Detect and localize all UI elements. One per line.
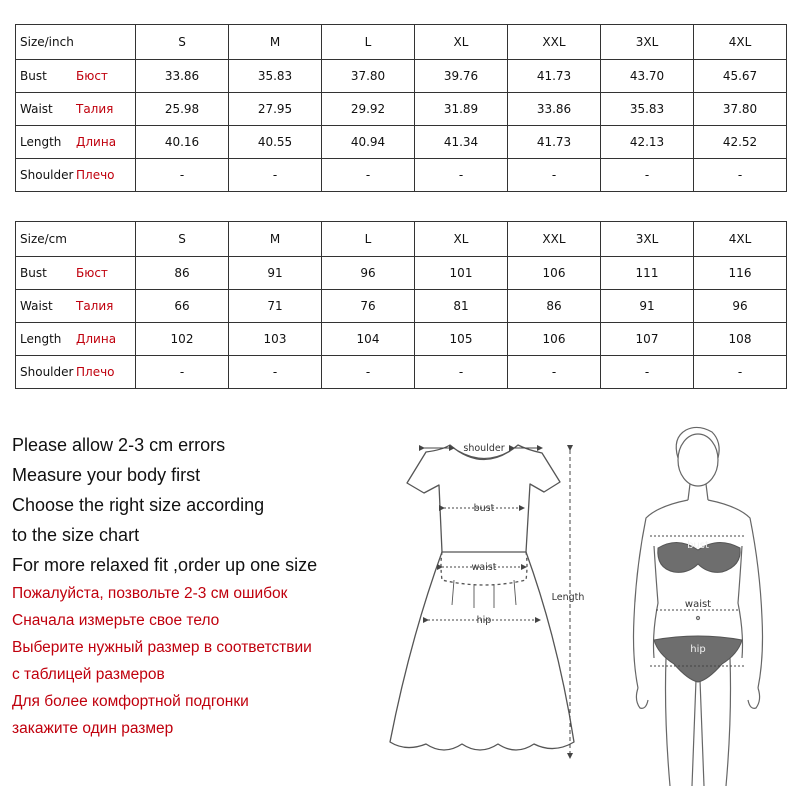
measure-name-en: Bust	[20, 266, 47, 280]
measure-name-ru: Талия	[76, 102, 114, 116]
cm-value-cell: 96	[322, 257, 415, 290]
cm-value-cell: 96	[694, 290, 787, 323]
inch-row	[16, 60, 787, 93]
dress-measurement-diagram	[382, 430, 590, 780]
inch-value-cell: 33.86	[508, 93, 601, 126]
inch-value-cell: 35.83	[601, 93, 694, 126]
dress-label-waist: waist	[471, 562, 497, 573]
cm-row	[16, 257, 787, 290]
cm-value-cell: 111	[601, 257, 694, 290]
note-ru-line: Выберите нужный размер в соответствии	[12, 639, 312, 656]
inch-value-cell: -	[229, 159, 322, 192]
note-ru-line: Для более комфортной подгонки	[12, 693, 249, 710]
cm-value-cell: 106	[508, 257, 601, 290]
inch-value-cell: -	[136, 159, 229, 192]
size-table-cm-body	[16, 222, 787, 389]
cm-value-cell: -	[601, 356, 694, 389]
inch-row-label	[16, 126, 136, 159]
cm-size-header: S	[136, 222, 229, 257]
measure-name-ru: Бюст	[76, 69, 108, 83]
cm-size-header: 3XL	[601, 222, 694, 257]
inch-value-cell: 43.70	[601, 60, 694, 93]
cm-value-cell: 91	[229, 257, 322, 290]
body-measurement-diagram	[612, 418, 782, 790]
measure-name-ru: Бюст	[76, 266, 108, 280]
inch-header-row	[16, 25, 787, 60]
cm-value-cell: 105	[415, 323, 508, 356]
inch-value-cell: 42.52	[694, 126, 787, 159]
body-label-waist: waist	[684, 599, 712, 610]
cm-value-cell: 86	[508, 290, 601, 323]
note-en-line: Measure your body first	[12, 465, 201, 485]
cm-value-cell: 71	[229, 290, 322, 323]
inch-value-cell: 29.92	[322, 93, 415, 126]
inch-value-cell: 41.73	[508, 126, 601, 159]
inch-value-cell: 45.67	[694, 60, 787, 93]
inch-value-cell: 37.80	[322, 60, 415, 93]
inch-unit-header: Size/inch	[16, 25, 136, 60]
cm-value-cell: -	[229, 356, 322, 389]
cm-value-cell: -	[136, 356, 229, 389]
note-en-line: to the size chart	[12, 525, 140, 545]
measurement-notes	[12, 430, 382, 742]
cm-value-cell: -	[322, 356, 415, 389]
cm-unit-header: Size/cm	[16, 222, 136, 257]
inch-size-header: M	[229, 25, 322, 60]
measure-name-en: Waist	[20, 299, 53, 313]
cm-value-cell: 108	[694, 323, 787, 356]
inch-value-cell: 40.16	[136, 126, 229, 159]
note-ru-line: Сначала измерьте свое тело	[12, 612, 220, 629]
inch-value-cell: 40.55	[229, 126, 322, 159]
cm-value-cell: 91	[601, 290, 694, 323]
inch-value-cell: -	[694, 159, 787, 192]
cm-row-label	[16, 356, 136, 389]
cm-value-cell: 107	[601, 323, 694, 356]
inch-value-cell: 37.80	[694, 93, 787, 126]
note-en-line: Choose the right size according	[12, 495, 265, 515]
size-table-inch-body	[16, 25, 787, 192]
cm-value-cell: 106	[508, 323, 601, 356]
inch-row	[16, 93, 787, 126]
measure-name-ru: Плечо	[76, 365, 115, 379]
measure-name-ru: Длина	[76, 135, 117, 149]
note-ru-line: закажите один размер	[12, 720, 174, 737]
inch-value-cell: 35.83	[229, 60, 322, 93]
measure-name-en: Length	[20, 135, 62, 149]
inch-value-cell: -	[322, 159, 415, 192]
inch-size-header: XL	[415, 25, 508, 60]
note-en-line: Please allow 2-3 cm errors	[12, 435, 226, 455]
cm-size-header: XL	[415, 222, 508, 257]
cm-header-row	[16, 222, 787, 257]
body-label-hip: hip	[690, 644, 706, 655]
cm-value-cell: 103	[229, 323, 322, 356]
inch-value-cell: 27.95	[229, 93, 322, 126]
inch-value-cell: -	[415, 159, 508, 192]
cm-row-label	[16, 323, 136, 356]
inch-value-cell: 39.76	[415, 60, 508, 93]
size-table-inch	[15, 24, 787, 192]
cm-value-cell: 101	[415, 257, 508, 290]
cm-size-header: XXL	[508, 222, 601, 257]
inch-size-header: 4XL	[694, 25, 787, 60]
cm-value-cell: -	[415, 356, 508, 389]
inch-size-header: S	[136, 25, 229, 60]
dress-label-hip: hip	[476, 615, 492, 626]
inch-row-label	[16, 60, 136, 93]
inch-value-cell: 41.34	[415, 126, 508, 159]
cm-value-cell: 86	[136, 257, 229, 290]
inch-value-cell: 25.98	[136, 93, 229, 126]
measure-name-ru: Плечо	[76, 168, 115, 182]
cm-value-cell: -	[694, 356, 787, 389]
note-ru-line: Пожалуйста, позвольте 2-3 см ошибок	[12, 585, 288, 602]
note-en-line: For more relaxed fit ,order up one size	[12, 555, 318, 575]
measure-name-ru: Длина	[76, 332, 117, 346]
inch-size-header: 3XL	[601, 25, 694, 60]
inch-value-cell: 42.13	[601, 126, 694, 159]
hip-shading	[654, 636, 742, 682]
cm-row-label	[16, 257, 136, 290]
cm-size-header: M	[229, 222, 322, 257]
cm-row-label	[16, 290, 136, 323]
dress-label-bust: bust	[473, 503, 495, 514]
cm-value-cell: 116	[694, 257, 787, 290]
inch-row-label	[16, 93, 136, 126]
cm-value-cell: 66	[136, 290, 229, 323]
note-ru-line: с таблицей размеров	[12, 666, 165, 683]
cm-row	[16, 290, 787, 323]
inch-value-cell: 41.73	[508, 60, 601, 93]
cm-row	[16, 356, 787, 389]
inch-row-label	[16, 159, 136, 192]
dress-label-shoulder: shoulder	[463, 443, 505, 454]
cm-size-header: L	[322, 222, 415, 257]
cm-value-cell: -	[508, 356, 601, 389]
cm-value-cell: 81	[415, 290, 508, 323]
inch-value-cell: -	[601, 159, 694, 192]
measure-name-en: Shoulder	[20, 168, 74, 182]
size-table-cm	[15, 221, 787, 389]
measure-name-en: Waist	[20, 102, 53, 116]
inch-value-cell: 40.94	[322, 126, 415, 159]
inch-value-cell: -	[508, 159, 601, 192]
measure-name-ru: Талия	[76, 299, 114, 313]
inch-value-cell: 33.86	[136, 60, 229, 93]
dress-label-length: Length	[551, 592, 585, 603]
cm-value-cell: 104	[322, 323, 415, 356]
inch-value-cell: 31.89	[415, 93, 508, 126]
cm-value-cell: 76	[322, 290, 415, 323]
measure-name-en: Length	[20, 332, 62, 346]
inch-size-header: XXL	[508, 25, 601, 60]
measure-name-en: Shoulder	[20, 365, 74, 379]
body-label-bust: bust	[687, 540, 709, 551]
measure-name-en: Bust	[20, 69, 47, 83]
cm-value-cell: 102	[136, 323, 229, 356]
inch-row	[16, 126, 787, 159]
inch-size-header: L	[322, 25, 415, 60]
cm-row	[16, 323, 787, 356]
inch-row	[16, 159, 787, 192]
cm-size-header: 4XL	[694, 222, 787, 257]
